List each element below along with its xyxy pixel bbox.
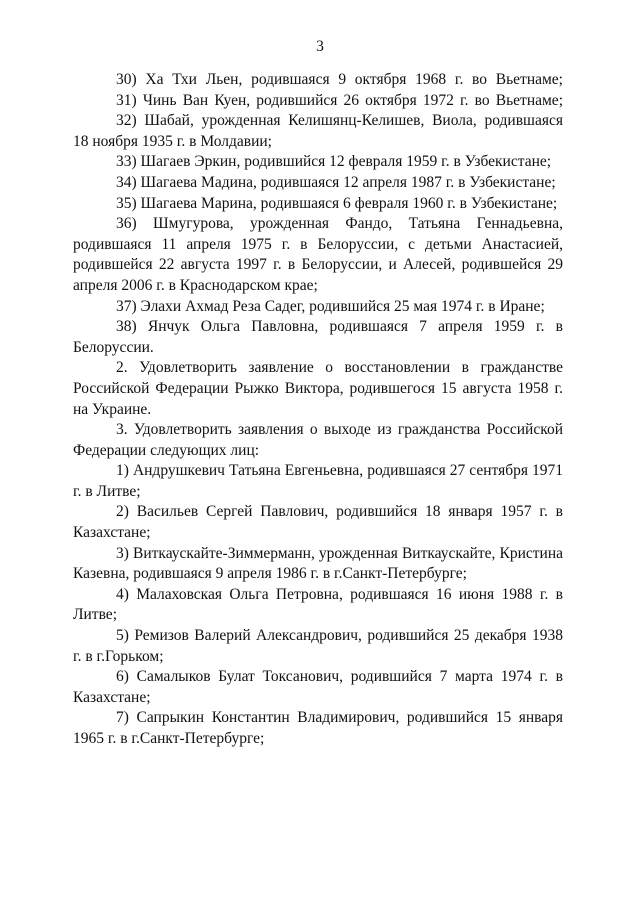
list-item: 6) Самалыков Булат Токсанович, родившийся 7 марта 1974 г. в Казахстане;: [73, 668, 563, 706]
list-item: 33) Шагаев Эркин, родившийся 12 февраля 1959 г. в Узбекистане;: [116, 153, 552, 171]
list-item: 7) Сапрыкин Константин Владимирович, родившийся 15 января 1965 г. в г.Санкт-Петербурге;: [73, 709, 563, 747]
list-item: 35) Шагаева Марина, родившаяся 6 февраля 1960 г. в Узбекистане;: [116, 194, 558, 212]
list-item: 32) Шабай, урожденная Келишянц-Келишев, Виола, родившаяся 18 ноября 1935 г. в Молдавии;: [73, 112, 563, 150]
list-item: 34) Шагаева Мадина, родившаяся 12 апреля 1987 г. в Узбекистане;: [116, 173, 556, 191]
list-item: 3) Виткаускайте-Зиммерманн, урожденная Виткаускайте, Кристина Казевна, родившаяся 9 апреля 1986 г. в г.Санкт-Петербурге;: [73, 544, 563, 583]
list-item: 38) Янчук Ольга Павловна, родившаяся 7 апреля 1959 г. в Белоруссии.: [73, 318, 563, 356]
section-paragraph: 3. Удовлетворить заявления о выходе из гражданства Российской Федерации следующих лиц:: [73, 421, 563, 459]
section-paragraph: 2. Удовлетворить заявление о восстановлении в гражданстве Российской Федерации Рыжко Виктора, родившегося 15 августа 1958 г. на Украине.: [73, 359, 563, 418]
list-item: 30) Ха Тхи Льен, родившаяся 9 октября 1968 г. во Вьетнаме;: [116, 71, 563, 88]
list-item: 2) Васильев Сергей Павлович, родившийся 18 января 1957 г. в Казахстане;: [73, 503, 563, 542]
list-item: 4) Малаховская Ольга Петровна, родившаяся 16 июня 1988 г. в Литве;: [73, 585, 563, 624]
list-item: 1) Андрушкевич Татьяна Евгеньевна, родившаяся 27 сентября 1971 г. в Литве;: [73, 462, 563, 500]
list-item: 37) Элахи Ахмад Реза Садег, родившийся 25 мая 1974 г. в Иране;: [116, 297, 545, 315]
list-item: 31) Чинь Ван Куен, родившийся 26 октября 1972 г. во Вьетнаме;: [116, 91, 563, 109]
document-body: [73, 70, 563, 750]
page-number: 3: [316, 38, 324, 55]
list-item: 36) Шмугурова, урожденная Фандо, Татьяна Геннадьевна, родившаяся 11 апреля 1975 г. в Белоруссии, с детьми Анастасией, родившейся 22 августа 1997 г. в Белоруссии, и Алесей, родившейся 29 апреля 2006 г. в Краснодарском крае;: [73, 215, 563, 294]
list-item: 5) Ремизов Валерий Александрович, родившийся 25 декабря 1938 г. в г.Горьком;: [73, 627, 563, 665]
